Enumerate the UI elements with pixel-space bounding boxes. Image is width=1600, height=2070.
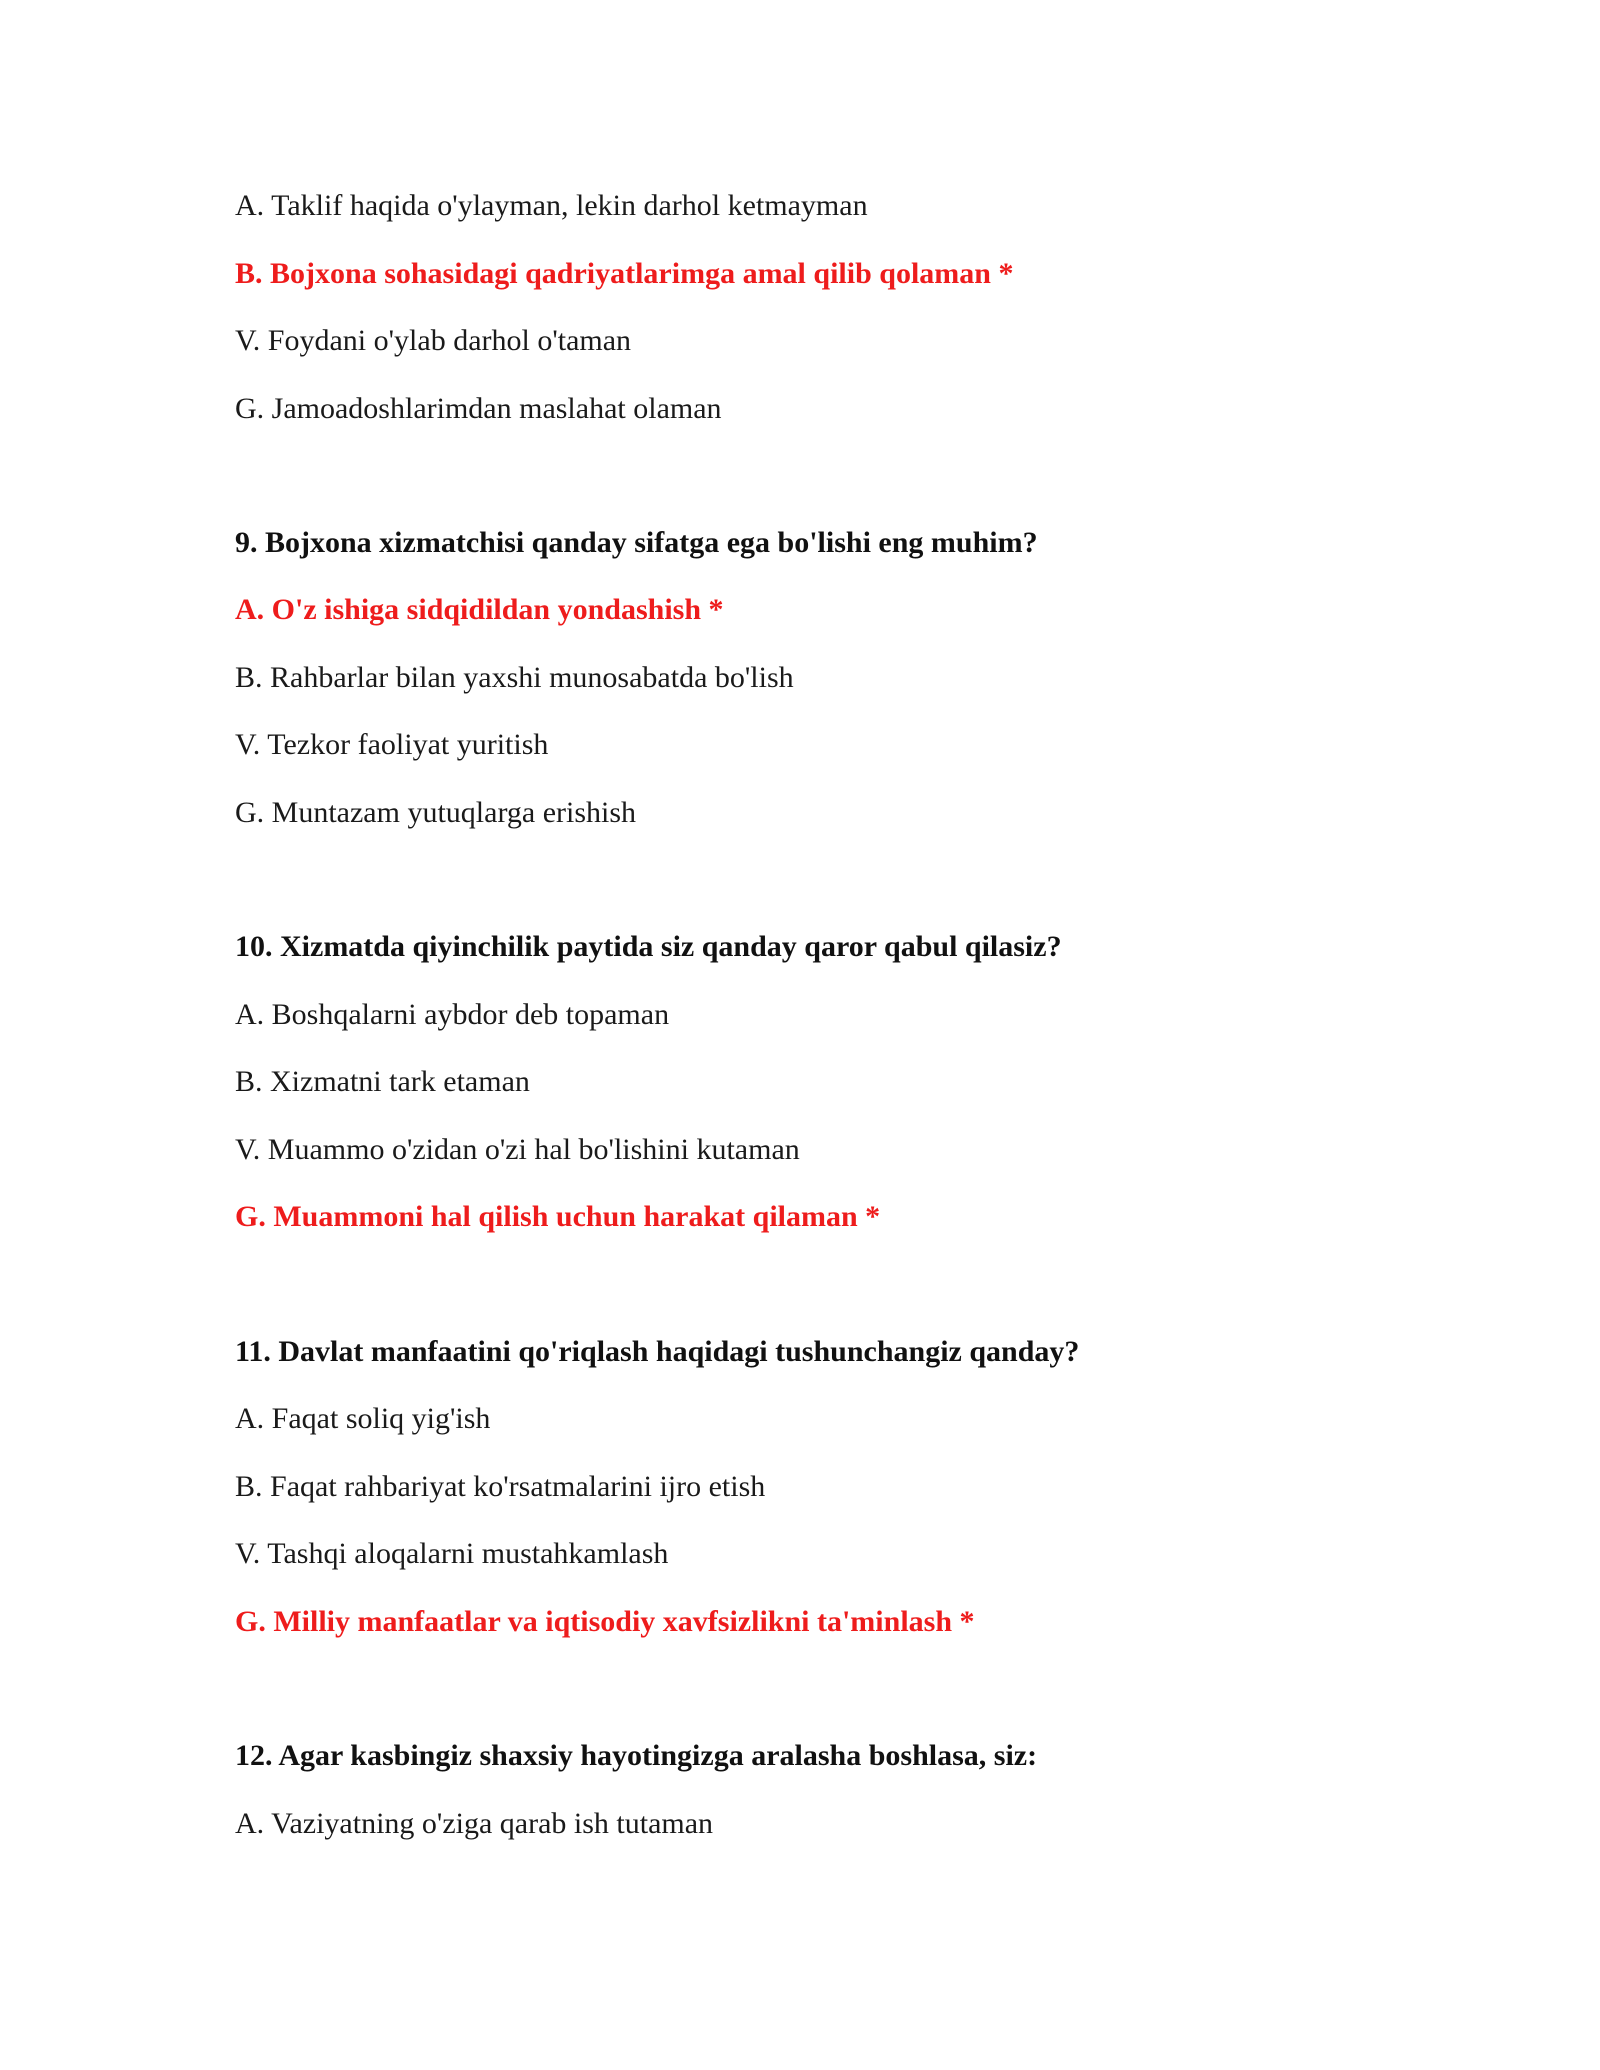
answer-option: V. Foydani o'ylab darhol o'taman xyxy=(235,324,632,357)
question-heading: 9. Bojxona xizmatchisi qanday sifatga ega bo'lishi eng muhim? xyxy=(235,526,1038,559)
question-heading: 10. Xizmatda qiyinchilik paytida siz qanday qaror qabul qilasiz? xyxy=(235,930,1062,963)
answer-option: B. Xizmatni tark etaman xyxy=(235,1065,530,1098)
answer-option: G. Muntazam yutuqlarga erishish xyxy=(235,796,637,829)
question-heading: 11. Davlat manfaatini qo'riqlash haqidagi tushunchangiz qanday? xyxy=(235,1335,1080,1368)
correct-answer-option: B. Bojxona sohasidagi qadriyatlarimga amal qilib qolaman * xyxy=(235,257,1014,290)
answer-option: A. Faqat soliq yig'ish xyxy=(235,1402,491,1435)
answer-option: G. Jamoadoshlarimdan maslahat olaman xyxy=(235,392,722,425)
answer-option: V. Tezkor faoliyat yuritish xyxy=(235,728,549,761)
answer-option: B. Faqat rahbariyat ko'rsatmalarini ijro etish xyxy=(235,1470,766,1503)
correct-answer-option: G. Milliy manfaatlar va iqtisodiy xavfsizlikni ta'minlash * xyxy=(235,1605,975,1638)
answer-option: V. Muammo o'zidan o'zi hal bo'lishini kutaman xyxy=(235,1133,800,1166)
correct-answer-option: G. Muammoni hal qilish uchun harakat qilaman * xyxy=(235,1200,881,1233)
question-heading: 12. Agar kasbingiz shaxsiy hayotingizga aralasha boshlasa, siz: xyxy=(235,1739,1038,1772)
answer-option: B. Rahbarlar bilan yaxshi munosabatda bo'lish xyxy=(235,661,794,694)
answer-option: A. Boshqalarni aybdor deb topaman xyxy=(235,998,670,1031)
answer-option: A. Vaziyatning o'ziga qarab ish tutaman xyxy=(235,1807,714,1840)
answer-option: V. Tashqi aloqalarni mustahkamlash xyxy=(235,1537,669,1570)
answer-option: A. Taklif haqida o'ylayman, lekin darhol ketmayman xyxy=(235,189,868,222)
correct-answer-option: A. O'z ishiga sidqidildan yondashish * xyxy=(235,593,724,626)
